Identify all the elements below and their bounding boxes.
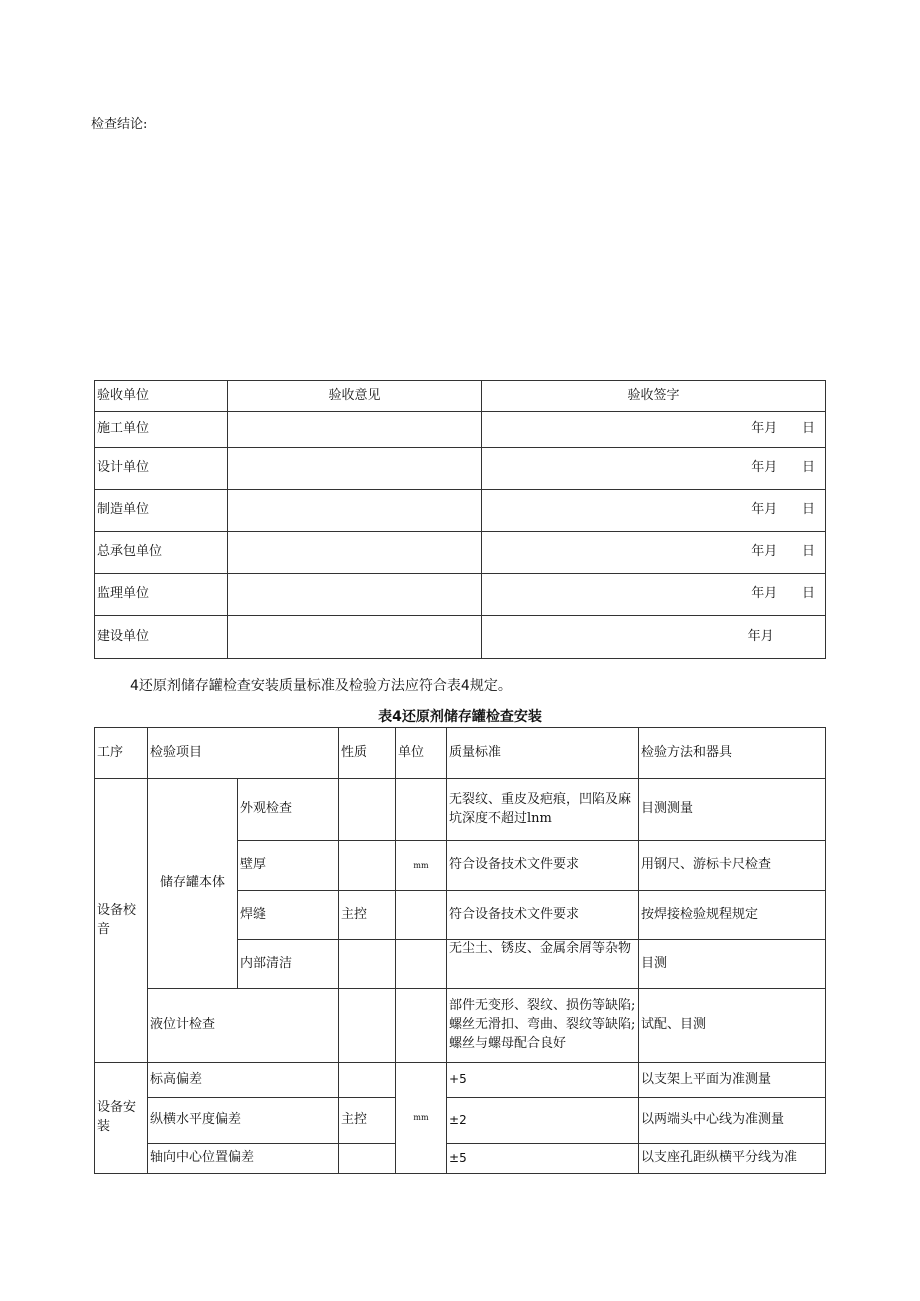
standard-cell: 部件无变形、裂纹、损伤等缺陷;螺丝无滑扣、弯曲、裂纹等缺陷;螺丝与螺母配合良好 <box>447 989 639 1063</box>
signature-cell: 年月 日 <box>482 490 826 532</box>
item-cell: 焊缝 <box>238 891 339 940</box>
method-cell: 试配、目测 <box>639 989 826 1063</box>
table-row <box>95 989 826 1063</box>
unit-cell <box>396 891 447 940</box>
nature-cell <box>339 1063 396 1098</box>
opinion-cell <box>228 412 482 448</box>
method-cell: 以支架上平面为准测量 <box>639 1063 826 1098</box>
nature-cell <box>339 940 396 989</box>
conclusion-label: 检查结论: <box>91 117 148 132</box>
table-row <box>95 532 826 574</box>
process-cell: 设备校音 <box>95 779 148 1063</box>
table-row <box>95 1098 826 1144</box>
item-cell: 壁厚 <box>238 841 339 891</box>
item-cell: 纵横水平度偏差 <box>148 1098 339 1144</box>
header-nature: 性质 <box>339 728 396 779</box>
nature-cell: 主控 <box>339 891 396 940</box>
unit-cell <box>396 940 447 989</box>
table-row <box>95 779 826 841</box>
signature-cell: 年月 日 <box>482 532 826 574</box>
opinion-cell <box>228 448 482 490</box>
nature-cell <box>339 841 396 891</box>
table-row <box>95 1063 826 1098</box>
unit-cell: 制造单位 <box>95 490 228 532</box>
standard-cell: 无裂纹、重皮及疤痕，凹陷及麻坑深度不超过lnm <box>447 779 639 841</box>
unit-cell: 施工单位 <box>95 412 228 448</box>
unit-cell: 设计单位 <box>95 448 228 490</box>
nature-cell: 主控 <box>339 1098 396 1144</box>
nature-cell <box>339 779 396 841</box>
header-opinion: 验收意见 <box>228 381 482 412</box>
acceptance-table <box>94 380 826 659</box>
table-row <box>95 616 826 659</box>
item-cell: 标高偏差 <box>148 1063 339 1098</box>
method-cell: 以支座孔距纵横平分线为准 <box>639 1144 826 1174</box>
header-unit: 单位 <box>396 728 447 779</box>
table-row <box>95 574 826 616</box>
header-standard: 质量标准 <box>447 728 639 779</box>
unit-cell: mm <box>396 841 447 891</box>
unit-cell: mm <box>396 1063 447 1174</box>
method-cell: 目测 <box>639 940 826 989</box>
unit-cell: 建设单位 <box>95 616 228 659</box>
inspection-header-row <box>95 728 826 779</box>
nature-cell <box>339 989 396 1063</box>
table-row <box>95 490 826 532</box>
standard-cell: 无尘土、锈皮、金属余屑等杂物 <box>447 940 639 989</box>
process-cell: 设备安装 <box>95 1063 148 1174</box>
header-item: 检验项目 <box>148 728 339 779</box>
opinion-cell <box>228 616 482 659</box>
method-cell: 目测测量 <box>639 779 826 841</box>
header-unit: 验收单位 <box>95 381 228 412</box>
note-text: 4还原剂储存罐检查安装质量标准及检验方法应符合表4规定。 <box>130 678 512 694</box>
item-cell: 液位计检查 <box>148 989 339 1063</box>
unit-cell: 总承包单位 <box>95 532 228 574</box>
header-signature: 验收签字 <box>482 381 826 412</box>
table-row <box>95 412 826 448</box>
opinion-cell <box>228 574 482 616</box>
inspection-table <box>94 727 826 1174</box>
item-cell: 内部清洁 <box>238 940 339 989</box>
item-cell: 轴向中心位置偏差 <box>148 1144 339 1174</box>
method-cell: 用钢尺、游标卡尺检查 <box>639 841 826 891</box>
signature-cell: 年月 日 <box>482 574 826 616</box>
opinion-cell <box>228 532 482 574</box>
signature-cell: 年月 日 <box>482 412 826 448</box>
standard-cell: ±5 <box>447 1144 639 1174</box>
unit-cell <box>396 779 447 841</box>
signature-cell: 年月 日 <box>482 448 826 490</box>
header-method: 检验方法和器具 <box>639 728 826 779</box>
method-cell: 以两端头中心线为准测量 <box>639 1098 826 1144</box>
standard-cell: 符合设备技术文件要求 <box>447 841 639 891</box>
header-process: 工序 <box>95 728 148 779</box>
sub-item-cell: 储存罐本体 <box>148 779 238 989</box>
standard-cell: +5 <box>447 1063 639 1098</box>
table-row <box>95 1144 826 1174</box>
method-cell: 按焊接检验规程规定 <box>639 891 826 940</box>
unit-cell: 监理单位 <box>95 574 228 616</box>
table4-caption: 表4还原剂储存罐检查安装 <box>378 709 542 725</box>
opinion-cell <box>228 490 482 532</box>
nature-cell <box>339 1144 396 1174</box>
item-cell: 外观检查 <box>238 779 339 841</box>
table-row <box>95 448 826 490</box>
standard-cell: 符合设备技术文件要求 <box>447 891 639 940</box>
acceptance-header-row <box>95 381 826 412</box>
standard-cell: ±2 <box>447 1098 639 1144</box>
unit-cell <box>396 989 447 1063</box>
signature-cell: 年月 <box>482 616 826 659</box>
